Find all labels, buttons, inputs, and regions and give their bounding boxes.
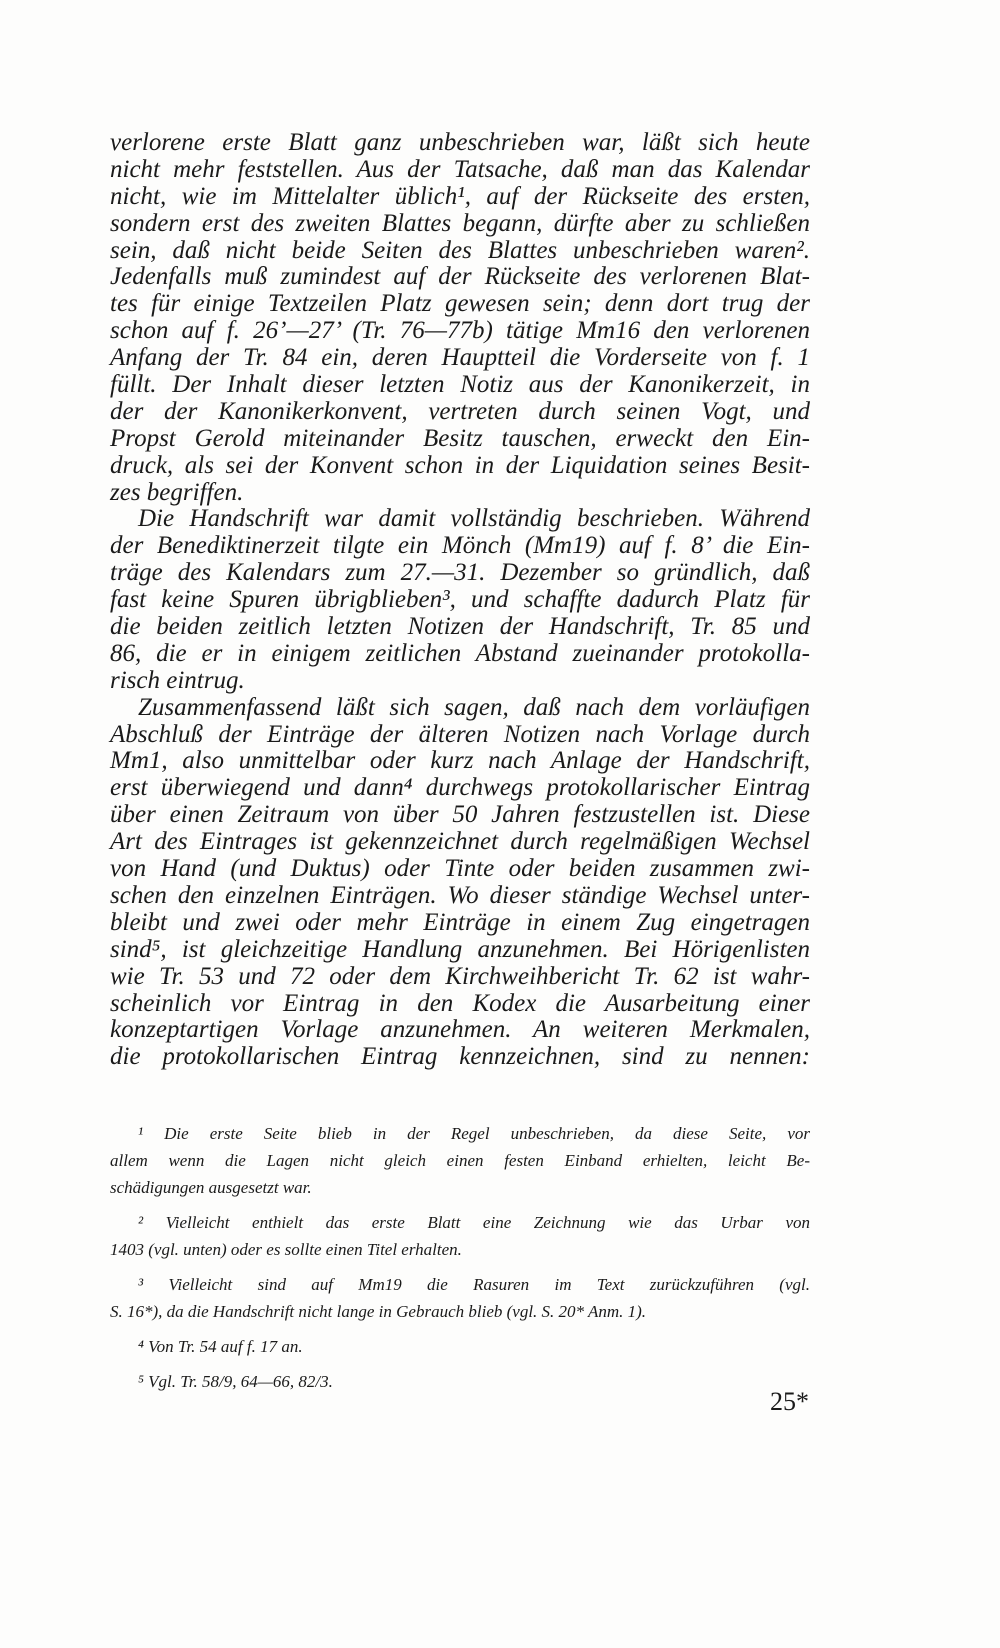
text-line: Anfang der Tr. 84 ein, deren Hauptteil die Vorderseite von f. 1 xyxy=(110,344,810,372)
footnote-line: schädigungen ausgesetzt war. xyxy=(110,1178,312,1197)
footnote-line: S. 16*), da die Handschrift nicht lange in Gebrauch blieb (vgl. S. 20* Anm. 1). xyxy=(110,1302,647,1321)
text-line: über einen Zeitraum von über 50 Jahren festzustellen ist. Diese xyxy=(110,801,810,829)
text-line: Art des Eintrages ist gekennzeichnet durch regelmäßigen Wechsel xyxy=(110,828,810,856)
text-line: zes begriffen. xyxy=(110,478,244,506)
footnote xyxy=(110,1120,810,1201)
footnotes xyxy=(110,1120,810,1395)
text-line: Propst Gerold miteinander Besitz tauschen, erweckt den Ein- xyxy=(110,424,810,452)
footnote-gap xyxy=(110,1263,810,1271)
text-line: sondern erst des zweiten Blattes begann, dürfte aber zu schließen xyxy=(110,209,810,237)
text-line: bleibt und zwei oder mehr Einträge in einem Zug eingetragen xyxy=(110,908,810,936)
text-line: fast keine Spuren übrigblieben³, und schaffte dadurch Platz für xyxy=(110,586,810,614)
footnote-gap xyxy=(110,1325,810,1333)
text-line: wie Tr. 53 und 72 oder dem Kirchweihbericht Tr. 62 ist wahr- xyxy=(110,962,810,990)
text-line: nicht mehr feststellen. Aus der Tatsache, daß man das Kalendar xyxy=(110,155,810,183)
text-line: druck, als sei der Konvent schon in der Liquidation seines Besit- xyxy=(110,451,810,479)
footnote-line: ⁵ Vgl. Tr. 58/9, 64—66, 82/3. xyxy=(138,1372,333,1391)
text-line: risch eintrug. xyxy=(110,666,245,694)
text-line: von Hand (und Duktus) oder Tinte oder beiden zusammen zwi- xyxy=(110,855,810,883)
text-line: schen den einzelnen Einträgen. Wo dieser ständige Wechsel unter- xyxy=(110,881,810,909)
footnote-line: ² Vielleicht enthielt das erste Blatt eine Zeichnung wie das Urbar von xyxy=(138,1213,810,1232)
text-line: Jedenfalls muß zumindest auf der Rückseite des verlorenen Blat- xyxy=(110,263,810,291)
text-line: der der Kanonikerkonvent, vertreten durch seinen Vogt, und xyxy=(110,397,810,425)
text-line: verlorene erste Blatt ganz unbeschrieben war, läßt sich heute xyxy=(110,129,810,156)
text-line: 86, die er in einigem zeitlichen Abstand zueinander protokolla- xyxy=(110,639,810,667)
footnote-line: ³ Vielleicht sind auf Mm19 die Rasuren im Text zurückzuführen (vgl. xyxy=(138,1275,810,1294)
main-text xyxy=(110,130,810,1071)
text-line: nicht, wie im Mittelalter üblich¹, auf der Rückseite des ersten, xyxy=(110,182,810,210)
footnote-gap xyxy=(110,1201,810,1209)
text-line: tes für einige Textzeilen Platz gewesen sein; denn dort trug der xyxy=(110,290,810,318)
footnote xyxy=(110,1368,810,1395)
text-line: Mm1, also unmittelbar oder kurz nach Anlage der Handschrift, xyxy=(110,747,810,775)
footnote-line: allem wenn die Lagen nicht gleich einen festen Einband erhielten, leicht Be- xyxy=(110,1151,810,1170)
footnote xyxy=(110,1271,810,1325)
text-line: konzeptartigen Vorlage anzunehmen. An weiteren Merkmalen, xyxy=(110,1016,810,1044)
text-line: träge des Kalendars zum 27.—31. Dezember so gründlich, daß xyxy=(110,559,810,587)
text-line: sind⁵, ist gleichzeitige Handlung anzunehmen. Bei Hörigenlisten xyxy=(110,935,810,963)
page-number: 25* xyxy=(770,1387,809,1416)
text-line: Abschluß der Einträge der älteren Notizen nach Vorlage durch xyxy=(110,720,810,748)
text-line: Zusammenfassend läßt sich sagen, daß nach dem vorläufigen xyxy=(138,693,810,721)
text-line: füllt. Der Inhalt dieser letzten Notiz aus der Kanonikerzeit, in xyxy=(110,371,810,399)
text-line: die protokollarischen Eintrag kennzeichnen, sind zu nennen: xyxy=(110,1043,810,1071)
text-line: der Benediktinerzeit tilgte ein Mönch (Mm19) auf f. 8’ die Ein- xyxy=(110,532,810,560)
footnote-line: ⁴ Von Tr. 54 auf f. 17 an. xyxy=(138,1337,303,1356)
text-line: sein, daß nicht beide Seiten des Blattes unbeschrieben waren². xyxy=(110,236,810,264)
footnote-line: 1403 (vgl. unten) oder es sollte einen Titel erhalten. xyxy=(110,1240,462,1259)
text-line: scheinlich vor Eintrag in den Kodex die Ausarbeitung einer xyxy=(110,989,810,1017)
text-line: die beiden zeitlich letzten Notizen der Handschrift, Tr. 85 und xyxy=(110,613,810,641)
text-line: schon auf f. 26’—27’ (Tr. 76—77b) tätige Mm16 den verlorenen xyxy=(110,317,810,345)
footnote-line: ¹ Die erste Seite blieb in der Regel unbeschrieben, da diese Seite, vor xyxy=(138,1124,810,1143)
footnote xyxy=(110,1209,810,1263)
footnote-gap xyxy=(110,1360,810,1368)
text-line: erst überwiegend und dann⁴ durchwegs protokollarischer Eintrag xyxy=(110,774,810,802)
footnote xyxy=(110,1333,810,1360)
text-line: Die Handschrift war damit vollständig beschrieben. Während xyxy=(138,505,810,533)
